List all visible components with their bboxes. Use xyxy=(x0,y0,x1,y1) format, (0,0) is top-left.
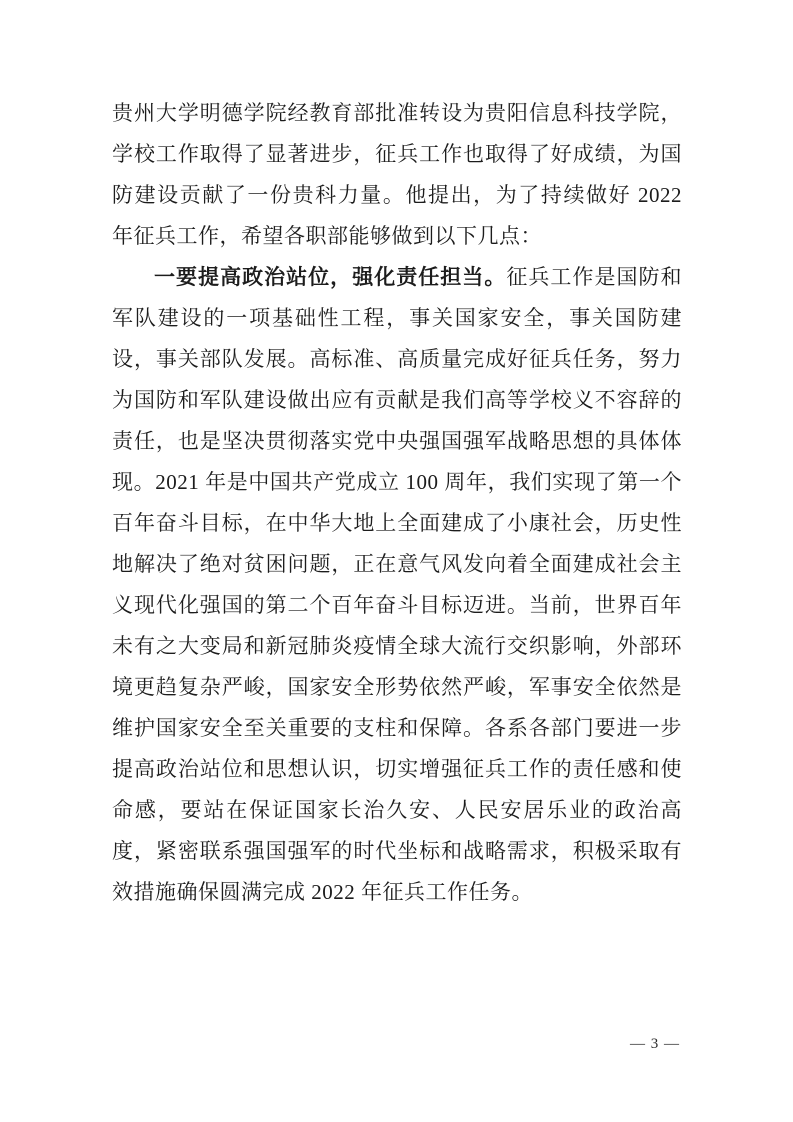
document-body xyxy=(112,93,682,913)
paragraph-continuation xyxy=(112,93,682,257)
paragraph-text: 贵州大学明德学院经教育部批准转设为贵阳信息科技学院，学校工作取得了显著进步，征兵工作也取得了好成绩，为国防建设贡献了一份贵科力量。他提出，为了持续做好 2022 年征兵工作，希望各职部能够做到以下几点： xyxy=(112,101,682,248)
paragraph-point-one xyxy=(112,257,682,913)
paragraph-text: 征兵工作是国防和军队建设的一项基础性工程，事关国家安全，事关国防建设，事关部队发展。高标准、高质量完成好征兵任务，努力为国防和军队建设做出应有贡献是我们高等学校义不容辞的责任，也是坚决贯彻落实党中央强国强军战略思想的具体体现。2021 年是中国共产党成立 100 周年，我们实现了第一个百年奋斗目标，在中华大地上全面建成了小康社会，历史性地解决了绝对贫困问题，正在意气风发向着全面建成社会主义现代化强国的第二个百年奋斗目标迈进。当前，世界百年未有之大变局和新冠肺炎疫情全球大流行交织影响，外部环境更趋复杂严峻，国家安全形势依然严峻，军事安全依然是维护国家安全至关重要的支柱和保障。各系各部门要进一步提高政治站位和思想认识，切实增强征兵工作的责任感和使命感，要站在保证国家长治久安、人民安居乐业的政治高度，紧密联系强国强军的时代坐标和战略需求，积极采取有效措施确保圆满完成 2022 年征兵工作任务。 xyxy=(112,265,683,904)
paragraph-lead-bold-text: 一要提高政治站位，强化责任担当。 xyxy=(154,265,507,289)
page-number: — 3 — xyxy=(630,1036,680,1052)
